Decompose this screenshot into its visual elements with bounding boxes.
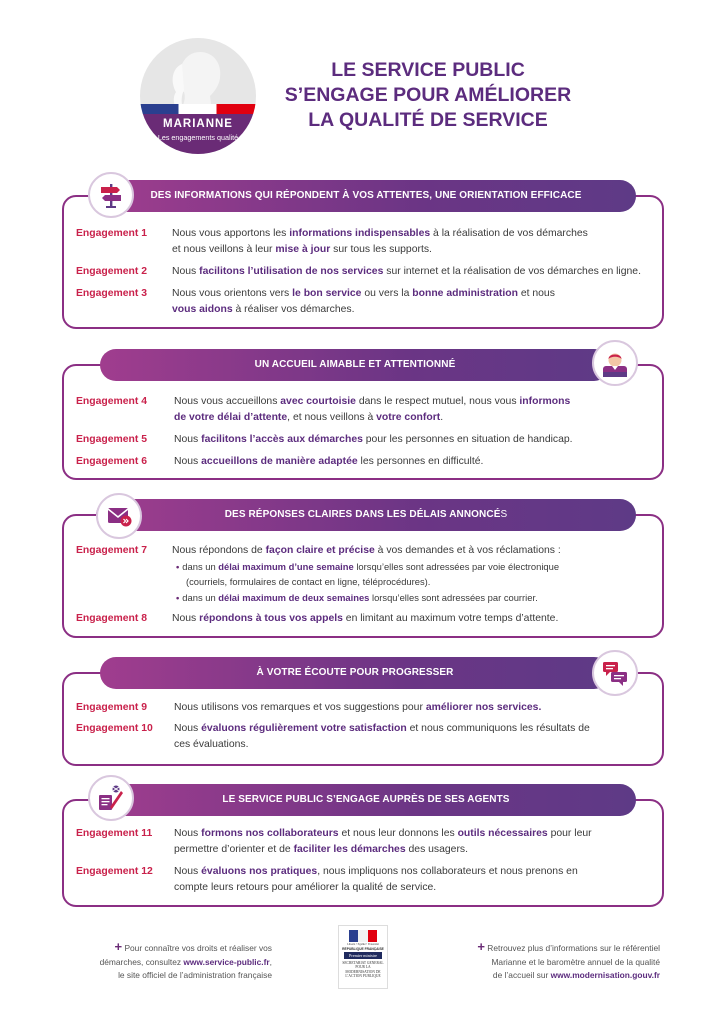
- engagement-label: Engagement 3: [76, 288, 148, 299]
- text-run: Nous utilisons vos remarques et vos suggestions pour: [174, 702, 426, 713]
- text-run: Nous vous apportons les: [172, 228, 290, 239]
- logo-sgmap: SECRÉTARIAT GÉNÉRAL POUR LA MODERNISATION DE L’ACTION PUBLIQUE: [342, 961, 384, 979]
- logo-premier-ministre: Premier ministre: [344, 952, 382, 959]
- modernisation-link[interactable]: www.modernisation.gouv.fr: [550, 970, 660, 980]
- marianne-profile-icon: [170, 48, 226, 112]
- text-run: les personnes en difficulté.: [357, 456, 484, 467]
- signpost-icon: [97, 181, 125, 209]
- engagement-label: Engagement 1: [76, 228, 148, 239]
- text-run: Nous vous orientons vers: [172, 288, 293, 299]
- emphasis-text: votre confort: [376, 412, 441, 423]
- text-run: et nous: [517, 288, 555, 299]
- logo-name: MARIANNE: [163, 118, 233, 130]
- title-line-3: LA QUALITÉ DE SERVICE: [308, 109, 548, 131]
- text-line: [174, 880, 654, 896]
- page-title: [268, 58, 588, 133]
- text-line: [174, 394, 654, 410]
- text-run: à réaliser vos démarches.: [232, 304, 355, 315]
- section-title-bar: [96, 180, 636, 212]
- section-icon-circle: [592, 650, 638, 696]
- training-icon: [96, 783, 126, 813]
- text-run: pour leur: [547, 828, 592, 839]
- text-run: Nous: [174, 434, 202, 445]
- title-line-1: LE SERVICE PUBLIC: [331, 59, 525, 81]
- text-line: [172, 226, 652, 242]
- text-run: Nous: [174, 866, 202, 877]
- agent-icon: [600, 348, 630, 378]
- text-line: [172, 302, 652, 318]
- engagement-text: [174, 826, 654, 858]
- engagement-text: [172, 611, 652, 627]
- engagement-text: [174, 394, 654, 426]
- text-line: [174, 454, 654, 470]
- footer-right: [442, 940, 660, 983]
- emphasis-text: bonne administration: [412, 288, 518, 299]
- text-run: et nous communiquons les résultats de: [406, 723, 590, 734]
- bullet-continuation: (courriels, formulaires de contact en ligne, téléprocédures).: [186, 576, 431, 587]
- logo-motto: Liberté • Égalité • Fraternité: [347, 943, 379, 946]
- text-run: , nous impliquons nos collaborateurs et nous prenons en: [317, 866, 578, 877]
- footer-left: [62, 940, 272, 983]
- emphasis-text: répondons à tous vos appels: [199, 613, 343, 624]
- emphasis-text: vous aidons: [172, 304, 233, 315]
- text-run: Nous: [172, 613, 200, 624]
- section-title: À VOTRE ÉCOUTE POUR PROGRESSER: [256, 667, 454, 678]
- emphasis-text: façon claire et précise: [265, 545, 375, 556]
- text-run: dans un: [182, 561, 219, 572]
- engagement-label: Engagement 7: [76, 545, 148, 556]
- engagement-label: Engagement 2: [76, 266, 148, 277]
- text-line: [174, 721, 654, 737]
- mail-icon: [105, 502, 133, 530]
- emphasis-text: informations indispensables: [289, 228, 431, 239]
- text-run: sur tous les supports.: [330, 244, 432, 255]
- text-line: [182, 592, 537, 603]
- plus-icon: +: [114, 939, 123, 954]
- section-title: DES INFORMATIONS QUI RÉPONDENT À VOS ATTENTES, UNE ORIENTATION EFFICACE: [150, 190, 582, 201]
- engagement-label: Engagement 9: [76, 702, 148, 713]
- section-title-tail: S: [500, 509, 508, 520]
- text-line: [172, 264, 657, 280]
- text-run: Nous: [172, 266, 200, 277]
- footer-left-line: Pour connaître vos droits et réaliser vos: [124, 943, 272, 953]
- text-run: Nous vous accueillons: [174, 396, 281, 407]
- marianne-logo: [140, 38, 256, 154]
- text-run: permettre d’orienter et de: [174, 844, 294, 855]
- text-run: Nous: [174, 723, 202, 734]
- text-run: dans un: [182, 592, 219, 603]
- section-title-bar: [100, 349, 610, 381]
- engagement-text: [174, 432, 654, 448]
- emphasis-text: de votre délai d’attente: [174, 412, 288, 423]
- emphasis-text: outils nécessaires: [457, 828, 548, 839]
- text-run: à vos demandes et à vos réclamations :: [374, 545, 561, 556]
- text-run: en limitant au maximum votre temps d’attente.: [342, 613, 559, 624]
- section-title: DES RÉPONSES CLAIRES DANS LES DÉLAIS ANNONCÉ: [224, 509, 501, 520]
- section-title: LE SERVICE PUBLIC S’ENGAGE AUPRÈS DE SES AGENTS: [222, 794, 510, 805]
- footer-right-line: Retrouvez plus d’informations sur le référentiel: [487, 943, 660, 953]
- text-run: , et nous veillons à: [287, 412, 377, 423]
- footer-right-line: de l’accueil sur: [492, 970, 551, 980]
- engagement-text: [174, 864, 654, 896]
- emphasis-text: accueillons de manière adaptée: [201, 456, 358, 467]
- emphasis-text: informons: [519, 396, 571, 407]
- logo-republique: RÉPUBLIQUE FRANÇAISE: [342, 947, 384, 951]
- text-run: et nous leur donnons les: [338, 828, 458, 839]
- section-title-bar: [96, 499, 636, 531]
- service-public-link[interactable]: www.service-public.fr: [183, 956, 270, 967]
- engagement-label: Engagement 11: [76, 828, 153, 839]
- engagement-text: [174, 454, 654, 470]
- engagement-label: Engagement 4: [76, 396, 148, 407]
- text-line: [182, 561, 559, 572]
- text-run: dans le respect mutuel, nous vous: [355, 396, 520, 407]
- engagement-text: [174, 721, 654, 753]
- text-run: des usagers.: [405, 844, 469, 855]
- emphasis-text: facilitons l’utilisation de nos services: [199, 266, 384, 277]
- text-line: [174, 864, 654, 880]
- engagement-label: Engagement 6: [76, 456, 148, 467]
- emphasis-text: faciliter les démarches: [293, 844, 406, 855]
- text-line: [174, 842, 654, 858]
- bullet-item: • dans un délai maximum d’une semaine lorsqu’elles sont adressées par voie électronique (courriels, formulaires de contact en ligne, téléprocédures).: [176, 559, 656, 589]
- text-run: compte leurs retours pour améliorer la qualité de service.: [174, 882, 437, 893]
- plus-icon: +: [477, 939, 485, 954]
- emphasis-text: avec courtoisie: [280, 396, 356, 407]
- section-icon-circle: [592, 340, 638, 386]
- text-line: [172, 543, 652, 559]
- text-line: [174, 737, 654, 753]
- text-run: Nous répondons de: [172, 545, 266, 556]
- text-run: ces évaluations.: [174, 739, 249, 750]
- engagement-text: [172, 264, 657, 280]
- footer-left-comma: ,: [269, 956, 272, 967]
- emphasis-text: améliorer nos services.: [425, 702, 542, 713]
- text-run: sur internet et la réalisation de vos démarches en ligne.: [383, 266, 641, 277]
- section-title-bar: [100, 657, 610, 689]
- text-run: lorsqu’elles sont adressées par courrier.: [369, 592, 538, 603]
- emphasis-text: évaluons nos pratiques: [201, 866, 318, 877]
- engagement-text: [172, 226, 652, 258]
- title-line-2: S’ENGAGE POUR AMÉLIORER: [284, 84, 572, 106]
- engagement-label: Engagement 12: [76, 866, 153, 877]
- emphasis-text: formons nos collaborateurs: [201, 828, 339, 839]
- emphasis-text: le bon service: [292, 288, 362, 299]
- engagement-text: [172, 543, 652, 559]
- text-run: pour les personnes en situation de handicap.: [362, 434, 573, 445]
- text-run: et nous veillons à leur: [172, 244, 276, 255]
- text-run: lorsqu’elles sont adressées par voie électronique: [353, 561, 560, 572]
- engagement-text: [172, 286, 652, 318]
- text-line: [172, 286, 652, 302]
- footer-left-line: le site officiel de l’administration française: [118, 970, 272, 980]
- footer-left-line: démarches, consultez: [99, 956, 184, 967]
- text-line: [174, 432, 654, 448]
- text-run: ou vers la: [361, 288, 413, 299]
- engagement-text: [174, 700, 654, 716]
- emphasis-text: délai maximum de deux semaines: [218, 592, 370, 603]
- emphasis-text: facilitons l’accès aux démarches: [201, 434, 363, 445]
- section-icon-circle: [88, 172, 134, 218]
- section-title-bar: [96, 784, 636, 816]
- text-line: [174, 700, 654, 716]
- section-title: UN ACCUEIL AIMABLE ET ATTENTIONNÉ: [254, 359, 456, 370]
- engagement-label: Engagement 8: [76, 613, 148, 624]
- footer-right-line: Marianne et le baromètre annuel de la qualité: [491, 956, 660, 967]
- engagement-label: Engagement 10: [76, 723, 153, 734]
- section-icon-circle: [96, 493, 142, 539]
- text-line: [174, 826, 654, 842]
- text-run: .: [440, 412, 444, 423]
- logo-subtitle: Les engagements qualité: [157, 133, 239, 142]
- bullet-item: • dans un délai maximum de deux semaines lorsqu’elles sont adressées par courrier.: [176, 592, 538, 603]
- emphasis-text: délai maximum d’une semaine: [218, 561, 354, 572]
- text-line: [172, 242, 652, 258]
- emphasis-text: évaluons régulièrement votre satisfaction: [201, 723, 407, 734]
- section-icon-circle: [88, 775, 134, 821]
- emphasis-text: mise à jour: [275, 244, 331, 255]
- text-run: à la réalisation de vos démarches: [430, 228, 588, 239]
- text-line: [172, 611, 652, 627]
- text-run: Nous: [174, 456, 202, 467]
- republique-francaise-logo: [338, 925, 388, 989]
- text-run: Nous: [174, 828, 202, 839]
- chat-icon: [600, 658, 630, 688]
- engagement-label: Engagement 5: [76, 434, 148, 445]
- text-line: [174, 410, 654, 426]
